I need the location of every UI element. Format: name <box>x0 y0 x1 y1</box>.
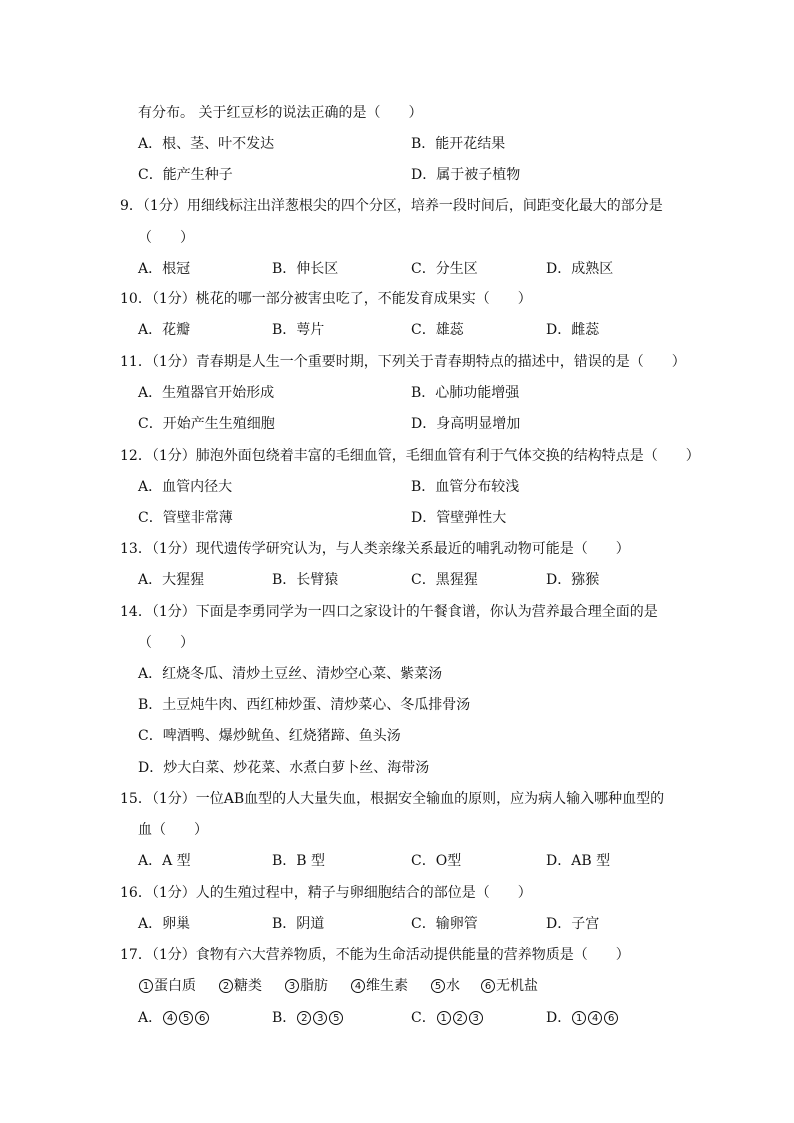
circled-number: 1 <box>437 1011 451 1025</box>
q17-option-a <box>138 1008 210 1028</box>
circled-number: 3 <box>285 979 299 993</box>
nutrient-name: 无机盐 <box>496 978 538 994</box>
q14-option-c: C．啤酒鸭、爆炒鱿鱼、红烧猪蹄、鱼头汤 <box>138 728 401 744</box>
q11-option-d: D．身高明显增加 <box>411 416 521 432</box>
q13-option-d: D．猕猴 <box>546 572 600 588</box>
q16-option-a: A．卵巢 <box>138 916 191 932</box>
circled-number: 2 <box>219 979 233 993</box>
q14-option-a: A．红烧冬瓜、清炒土豆丝、清炒空心菜、紫菜汤 <box>138 666 443 682</box>
q16-stem: 16．（1分）人的生殖过程中，精子与卵细胞结合的部位是（ ） <box>120 885 532 901</box>
q14-stem-cont: （ ） <box>138 635 194 651</box>
q8-option-c: C．能产生种子 <box>138 167 233 183</box>
q15-option-a: A．A 型 <box>138 853 191 869</box>
q13-option-c: C．黑猩猩 <box>411 572 478 588</box>
q13-option-a: A．大猩猩 <box>138 572 205 588</box>
q17-option-b <box>272 1008 344 1028</box>
q16-option-d: D．子宫 <box>546 916 600 932</box>
q11-stem: 11．（1分）青春期是人生一个重要时期，下列关于青春期特点的描述中，错误的是（ ） <box>120 354 686 370</box>
q8-option-b: B．能开花结果 <box>411 136 506 152</box>
circled-number: 2 <box>453 1011 467 1025</box>
q17-nutrient-1 <box>138 976 196 996</box>
nutrient-name: 维生素 <box>366 978 408 994</box>
q13-stem: 13．（1分）现代遗传学研究认为，与人类亲缘关系最近的哺乳动物可能是（ ） <box>120 541 630 557</box>
q9-option-b: B．伸长区 <box>272 261 339 277</box>
circled-number: 5 <box>179 1011 193 1025</box>
q15-stem-cont: 血（ ） <box>138 822 208 838</box>
nutrient-name: 脂肪 <box>300 978 328 994</box>
circled-number: 1 <box>572 1011 586 1025</box>
q11-option-a: A．生殖器官开始形成 <box>138 385 275 401</box>
circled-number: 6 <box>481 979 495 993</box>
q15-option-c: C．O型 <box>411 853 462 869</box>
q14-option-b: B．土豆炖牛肉、西红柿炒蛋、清炒菜心、冬瓜排骨汤 <box>138 697 471 713</box>
q12-option-d: D．管壁弹性大 <box>411 510 507 526</box>
q15-option-b: B．B 型 <box>272 853 326 869</box>
option-label: B． <box>272 1010 297 1026</box>
circled-number: 2 <box>297 1011 311 1025</box>
q8-stem-tail: 有分布。 关于红豆杉的说法正确的是（ ） <box>138 105 423 121</box>
q17-nutrient-5 <box>430 976 460 996</box>
q17-option-d <box>546 1008 619 1028</box>
q12-option-c: C．管壁非常薄 <box>138 510 233 526</box>
q14-option-d: D．炒大白菜、炒花菜、水煮白萝卜丝、海带汤 <box>138 760 430 776</box>
q8-option-a: A．根、茎、叶不发达 <box>138 136 275 152</box>
q11-option-c: C．开始产生生殖细胞 <box>138 416 275 432</box>
nutrient-name: 水 <box>446 978 460 994</box>
q17-nutrient-6 <box>480 976 538 996</box>
q17-nutrient-4 <box>350 976 408 996</box>
q12-stem: 12．（1分）肺泡外面包绕着丰富的毛细血管，毛细血管有利于气体交换的结构特点是（ ） <box>120 448 700 464</box>
circled-number: 3 <box>469 1011 483 1025</box>
q17-nutrient-2 <box>218 976 262 996</box>
q8-option-d: D．属于被子植物 <box>411 167 521 183</box>
q16-option-c: C．输卵管 <box>411 916 478 932</box>
q9-option-a: A．根冠 <box>138 261 191 277</box>
q12-option-a: A．血管内径大 <box>138 479 233 495</box>
q17-nutrient-3 <box>284 976 328 996</box>
q16-option-b: B．阴道 <box>272 916 325 932</box>
q10-option-a: A．花瓣 <box>138 322 191 338</box>
q10-option-b: B．萼片 <box>272 322 325 338</box>
q10-stem: 10．（1分）桃花的哪一部分被害虫吃了，不能发育成果实（ ） <box>120 291 532 307</box>
option-label: A． <box>138 1010 163 1026</box>
option-label: C． <box>411 1010 436 1026</box>
q12-option-b: B．血管分布较浅 <box>411 479 520 495</box>
nutrient-name: 糖类 <box>234 978 262 994</box>
circled-number: 4 <box>588 1011 602 1025</box>
circled-number: 3 <box>313 1011 327 1025</box>
q10-option-c: C．雄蕊 <box>411 322 464 338</box>
nutrient-name: 蛋白质 <box>154 978 196 994</box>
circled-number: 5 <box>431 979 445 993</box>
q17-stem: 17．（1分）食物有六大营养物质，不能为生命活动提供能量的营养物质是（ ） <box>120 947 630 963</box>
q9-stem-cont: （ ） <box>138 230 194 246</box>
q10-option-d: D．雌蕊 <box>546 322 600 338</box>
circled-number: 1 <box>139 979 153 993</box>
q9-option-d: D．成熟区 <box>546 261 614 277</box>
q17-option-c <box>411 1008 484 1028</box>
circled-number: 5 <box>329 1011 343 1025</box>
circled-number: 4 <box>351 979 365 993</box>
circled-number: 4 <box>163 1011 177 1025</box>
option-label: D． <box>546 1010 572 1026</box>
q13-option-b: B．长臂猿 <box>272 572 339 588</box>
circled-number: 6 <box>195 1011 209 1025</box>
q15-option-d: D．AB 型 <box>546 853 611 869</box>
q11-option-b: B．心肺功能增强 <box>411 385 520 401</box>
q9-stem: 9．（1分）用细线标注出洋葱根尖的四个分区，培养一段时间后，间距变化最大的部分是 <box>120 198 663 214</box>
circled-number: 6 <box>604 1011 618 1025</box>
q9-option-c: C．分生区 <box>411 261 478 277</box>
q14-stem: 14．（1分）下面是李勇同学为一四口之家设计的午餐食谱，你认为营养最合理全面的是 <box>120 604 658 620</box>
q15-stem: 15．（1分）一位AB血型的人大量失血，根据安全输血的原则，应为病人输入哪种血型的 <box>120 791 665 807</box>
